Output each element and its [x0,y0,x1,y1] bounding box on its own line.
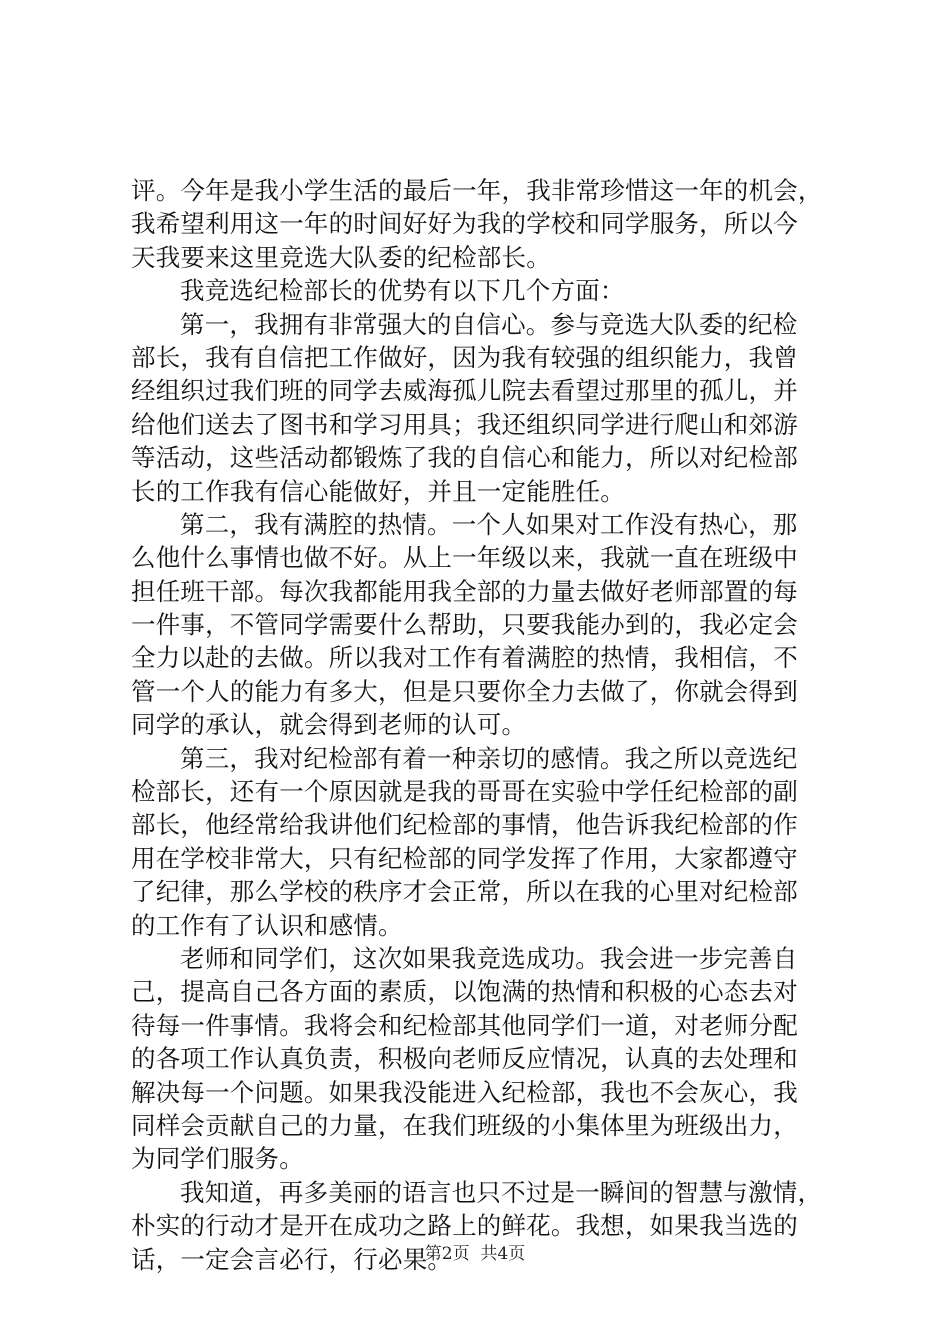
text-line: 己，提高自己各方面的素质，以饱满的热情和积极的心态去对 [131,977,798,1007]
text-line: 部长，我有自信把工作做好，因为我有较强的组织能力，我曾 [131,342,798,372]
body-text [131,174,831,1276]
text-line: 长的工作我有信心能做好，并且一定能胜任。 [131,476,625,506]
text-line: 担任班干部。每次我都能用我全部的力量去做好老师部置的每 [131,576,798,606]
text-line: 么他什么事情也做不好。从上一年级以来，我就一直在班级中 [131,543,798,573]
text-line: 第二，我有满腔的热情。一个人如果对工作没有热心，那 [180,509,798,539]
text-line: 用在学校非常大，只有纪检部的同学发挥了作用，大家都遵守 [131,843,798,873]
text-line: 全力以赴的去做。所以我对工作有着满腔的热情，我相信，不 [131,643,798,673]
text-line: 一件事，不管同学需要什么帮助，只要我能办到的，我必定会 [131,610,798,640]
text-line: 话，一定会言必行，行必果。 [131,1244,453,1274]
text-line: 给他们送去了图书和学习用具；我还组织同学进行爬山和郊游 [131,409,798,439]
page-footer [0,1243,950,1265]
text-line: 朴实的行动才是开在成功之路上的鲜花。我想，如果我当选的 [131,1211,798,1241]
text-line: 同样会贡献自己的力量，在我们班级的小集体里为班级出力， [131,1110,798,1140]
text-line: 了纪律，那么学校的秩序才会正常，所以在我的心里对纪检部 [131,877,798,907]
text-line: 待每一件事情。我将会和纪检部其他同学们一道，对老师分配 [131,1010,798,1040]
text-line: 第一，我拥有非常强大的自信心。参与竞选大队委的纪检 [180,309,798,339]
text-line: 部长，他经常给我讲他们纪检部的事情，他告诉我纪检部的作 [131,810,798,840]
text-line: 等活动，这些活动都锻炼了我的自信心和能力，所以对纪检部 [131,443,798,473]
text-line: 第三，我对纪检部有着一种亲切的感情。我之所以竞选纪 [180,743,798,773]
text-line: 的各项工作认真负责，积极向老师反应情况，认真的去处理和 [131,1044,798,1074]
text-line: 的工作有了认识和感情。 [131,910,403,940]
text-line: 为同学们服务。 [131,1144,304,1174]
text-line: 管一个人的能力有多大，但是只要你全力去做了，你就会得到 [131,676,798,706]
text-line: 我希望利用这一年的时间好好为我的学校和同学服务，所以今 [131,209,798,239]
text-line: 天我要来这里竞选大队委的纪检部长。 [131,242,551,272]
text-line: 我竞选纪检部长的优势有以下几个方面： [180,276,625,306]
text-line: 经组织过我们班的同学去威海孤儿院去看望过那里的孤儿，并 [131,376,798,406]
text-line: 解决每一个问题。如果我没能进入纪检部，我也不会灰心，我 [131,1077,798,1107]
text-line: 评。今年是我小学生活的最后一年，我非常珍惜这一年的机会， [131,176,823,205]
text-line: 同学的承认，就会得到老师的认可。 [131,710,527,740]
text-line: 我知道，再多美丽的语言也只不过是一瞬间的智慧与激情， [180,1177,823,1207]
text-line: 老师和同学们，这次如果我竞选成功。我会进一步完善自 [180,943,798,973]
text-line: 检部长，还有一个原因就是我的哥哥在实验中学任纪检部的副 [131,777,798,807]
page-number-label: 第2页 共4页 [424,1244,526,1264]
